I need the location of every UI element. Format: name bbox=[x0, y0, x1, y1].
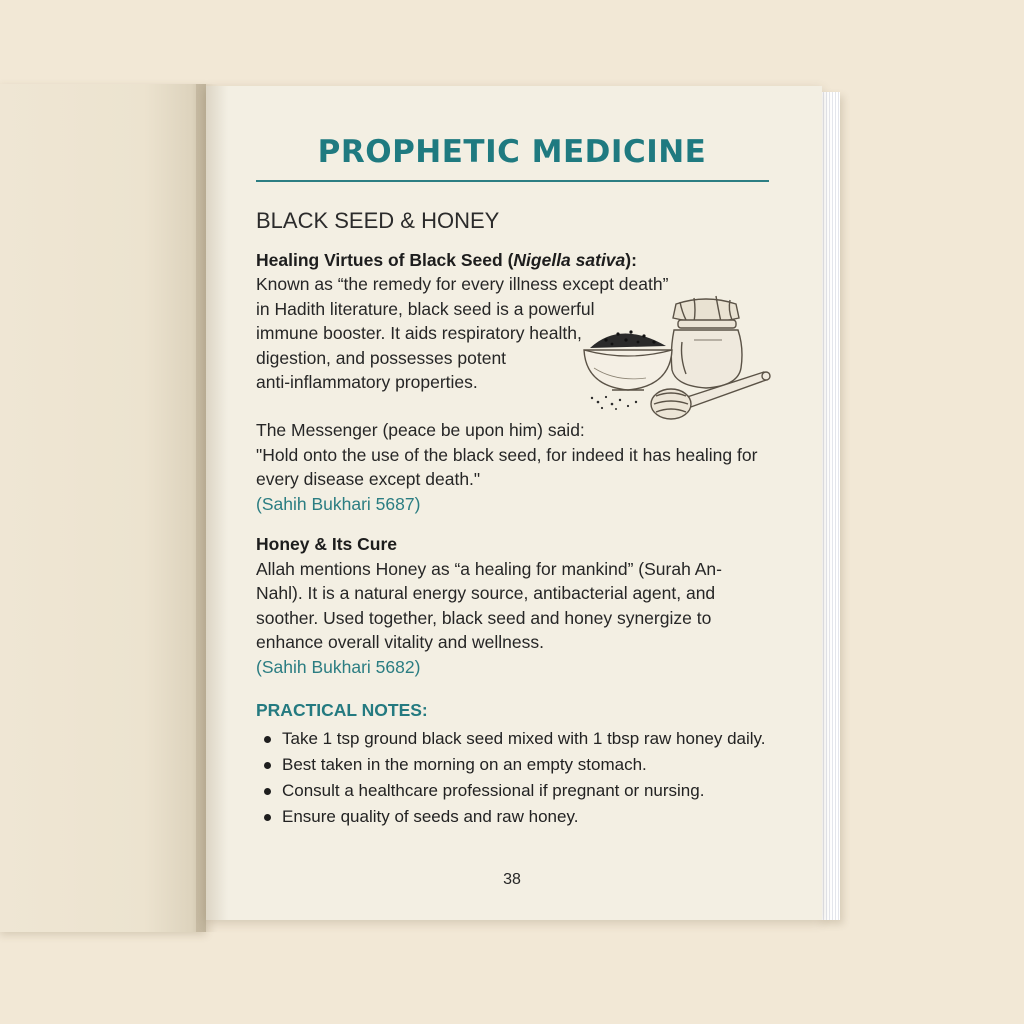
scattered-seeds-icon bbox=[591, 396, 637, 410]
black-seed-line: digestion, and possesses potent bbox=[256, 347, 507, 368]
honey-heading: Honey & Its Cure bbox=[256, 534, 397, 554]
black-seed-line: anti-inflammatory properties. bbox=[256, 372, 478, 392]
honey-line: Allah mentions Honey as “a healing for mankind” (Surah An- bbox=[256, 558, 722, 579]
black-seed-honey-illustration bbox=[576, 290, 776, 420]
black-seed-line: immune booster. It aids respiratory health, bbox=[256, 323, 582, 343]
honey-line: Nahl). It is a natural energy source, antibacterial agent, and bbox=[256, 583, 716, 603]
honey-line: enhance overall vitality and wellness. bbox=[256, 632, 544, 652]
page-title: PROPHETIC MEDICINE bbox=[317, 134, 707, 170]
page-number: 38 bbox=[503, 871, 521, 888]
black-seed-line: in Hadith literature, black seed is a powerful bbox=[256, 298, 595, 319]
black-seed-heading: Healing Virtues of Black Seed (Nigella sativa): bbox=[256, 250, 637, 270]
black-seed-bowl-icon bbox=[584, 330, 672, 390]
list-item: Best taken in the morning on an empty stomach. bbox=[262, 752, 766, 778]
left-page bbox=[0, 84, 206, 932]
practical-notes-list bbox=[262, 726, 766, 830]
honey-reference: (Sahih Bukhari 5682) bbox=[256, 656, 421, 677]
list-item: Take 1 tsp ground black seed mixed with 1 tbsp raw honey daily. bbox=[262, 726, 766, 752]
section-heading: BLACK SEED & HONEY bbox=[256, 208, 500, 233]
list-item: Ensure quality of seeds and raw honey. bbox=[262, 804, 766, 830]
practical-notes-heading: PRACTICAL NOTES: bbox=[256, 700, 428, 720]
honey-line: soother. Used together, black seed and honey synergize to bbox=[256, 607, 712, 628]
hadith-line: every disease except death." bbox=[256, 469, 481, 489]
list-item: Consult a healthcare professional if pregnant or nursing. bbox=[262, 778, 766, 804]
honey-jar-icon bbox=[671, 296, 742, 388]
hadith-line: The Messenger (peace be upon him) said: bbox=[256, 420, 585, 440]
hadith-line: "Hold onto the use of the black seed, for indeed it has healing for bbox=[256, 444, 758, 465]
hadith-reference: (Sahih Bukhari 5687) bbox=[256, 493, 421, 514]
title-divider bbox=[256, 180, 769, 182]
black-seed-line: Known as “the remedy for every illness except death” bbox=[256, 274, 669, 294]
